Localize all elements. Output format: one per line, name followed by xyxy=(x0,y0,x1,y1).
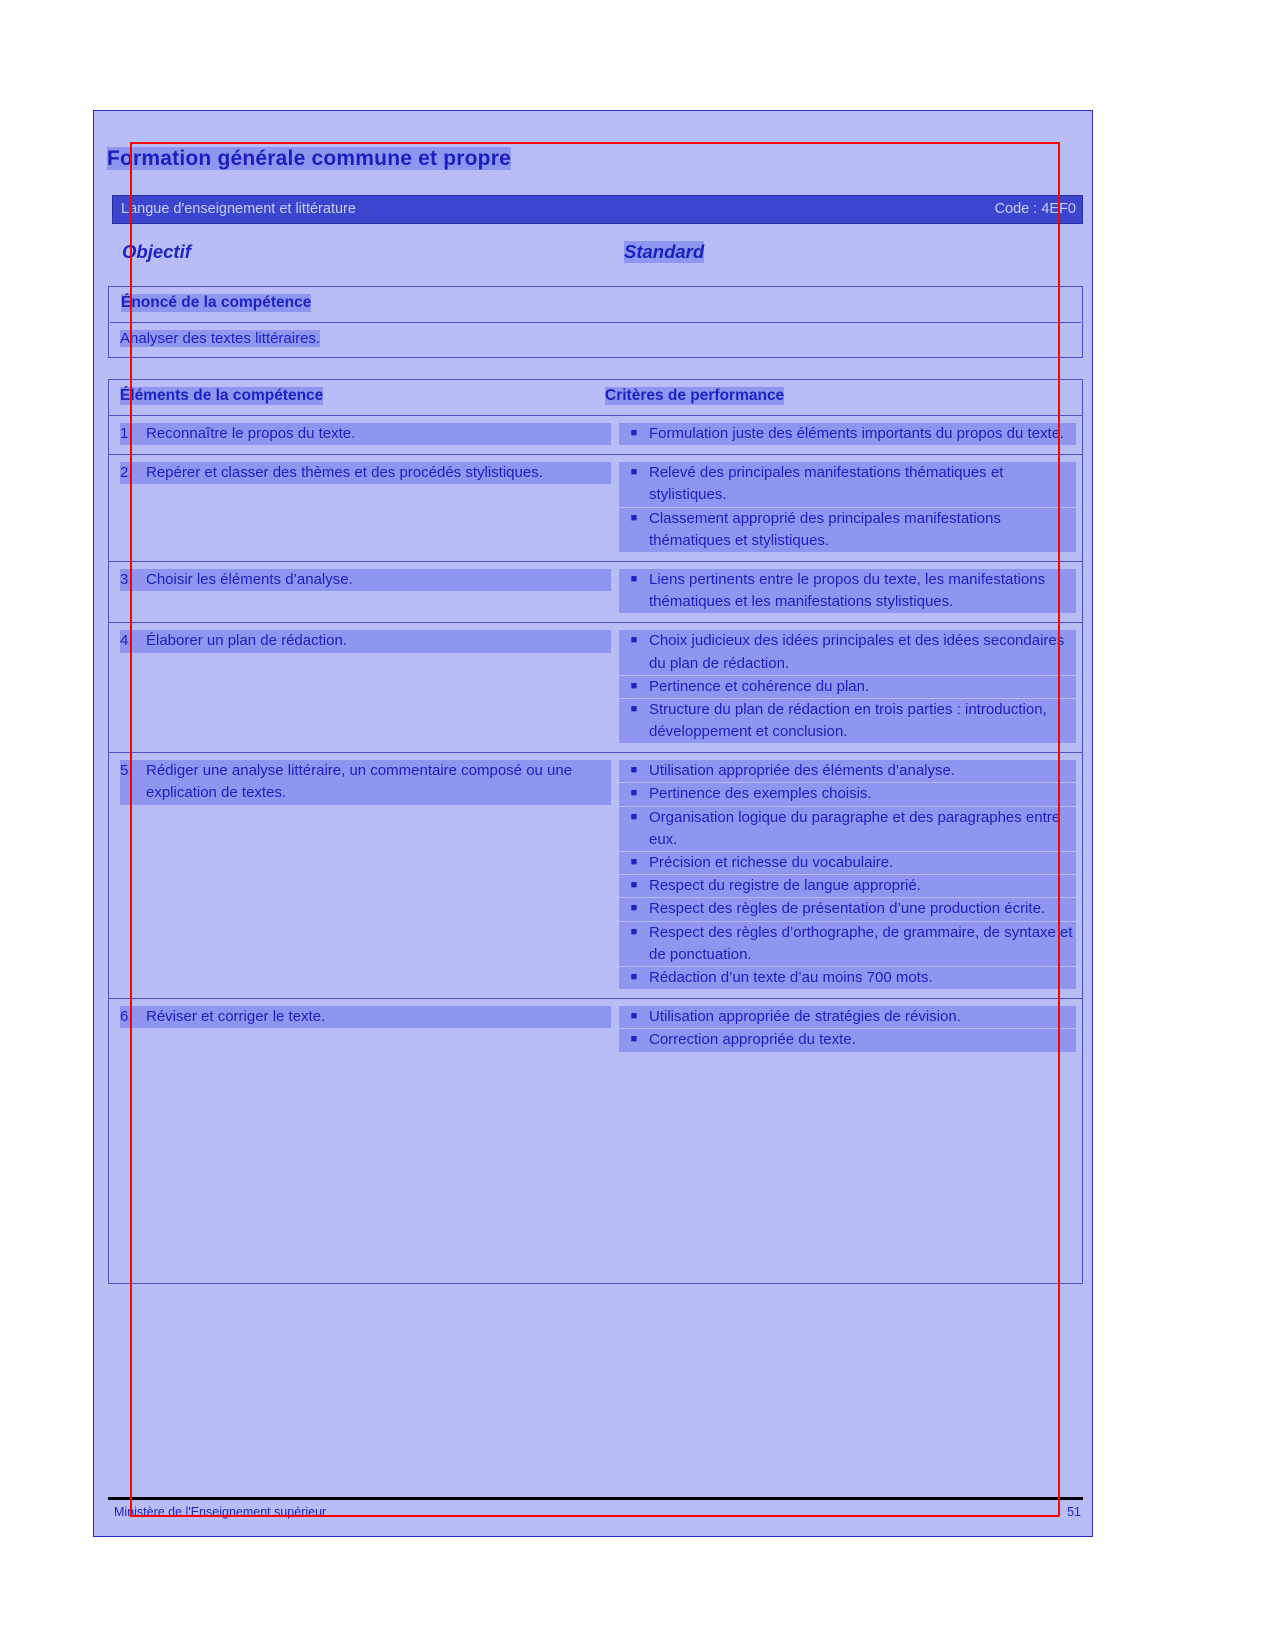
element-text: Réviser et corriger le texte. xyxy=(146,1006,611,1028)
criteria-item xyxy=(619,922,1076,966)
criteria-text: Relevé des principales manifestations thématiques et stylistiques. xyxy=(649,462,1076,506)
criteria-text: Correction appropriée du texte. xyxy=(649,1029,1076,1051)
criteria-item xyxy=(619,569,1076,613)
bullet-icon: ■ xyxy=(619,569,649,613)
footer-page-number: 51 xyxy=(1067,1505,1081,1519)
criteria-item xyxy=(619,423,1076,445)
criteria-text: Liens pertinents entre le propos du texte, les manifestations thématiques et les manifestations stylistiques. xyxy=(649,569,1076,613)
element-text: Rédiger une analyse littéraire, un commentaire composé ou une explication de textes. xyxy=(146,760,611,804)
criteria-item xyxy=(619,807,1076,851)
criteria-item xyxy=(619,760,1076,782)
element-number: 3. xyxy=(120,569,146,591)
criteria-item xyxy=(619,630,1076,674)
element-number: 4. xyxy=(120,630,146,652)
bullet-icon: ■ xyxy=(619,1029,649,1051)
bullet-icon: ■ xyxy=(619,898,649,920)
bullet-icon: ■ xyxy=(619,783,649,805)
element-text: Reconnaître le propos du texte. xyxy=(146,423,611,445)
criteria-text: Pertinence des exemples choisis. xyxy=(649,783,1076,805)
criteria-item xyxy=(619,875,1076,897)
page-title-text: Formation générale commune et propre xyxy=(107,147,511,170)
document-page xyxy=(93,110,1093,1537)
criteria-cell xyxy=(619,999,1082,1060)
competence-table xyxy=(108,379,1083,1284)
criteria-item xyxy=(619,676,1076,698)
bullet-icon: ■ xyxy=(619,462,649,506)
table-row xyxy=(109,455,1082,562)
criteria-item xyxy=(619,967,1076,989)
competence-statement-header xyxy=(110,287,1081,323)
element-cell xyxy=(109,416,619,454)
element-cell xyxy=(109,623,619,752)
criteria-cell xyxy=(619,753,1082,998)
criteria-text: Respect des règles d’orthographe, de grammaire, de syntaxe et de ponctuation. xyxy=(649,922,1076,966)
criteria-cell xyxy=(619,416,1082,454)
criteria-item xyxy=(619,699,1076,743)
objectif-label: Objectif xyxy=(122,241,191,262)
footer-ministry: Ministère de l'Enseignement supérieur xyxy=(114,1505,327,1519)
criteria-text: Formulation juste des éléments importants du propos du texte. xyxy=(649,423,1076,445)
bullet-icon: ■ xyxy=(619,922,649,966)
bullet-icon: ■ xyxy=(619,1006,649,1028)
table-header-elements: Éléments de la compétence xyxy=(120,387,324,404)
element-number: 6. xyxy=(120,1006,146,1028)
element-text: Élaborer un plan de rédaction. xyxy=(146,630,611,652)
course-name: Langue d'enseignement et littérature xyxy=(121,201,356,217)
bullet-icon: ■ xyxy=(619,630,649,674)
bullet-icon: ■ xyxy=(619,699,649,743)
element-cell xyxy=(109,753,619,998)
table-row xyxy=(109,999,1082,1060)
bullet-icon: ■ xyxy=(619,760,649,782)
table-row xyxy=(109,753,1082,999)
bullet-icon: ■ xyxy=(619,852,649,874)
element-text: Repérer et classer des thèmes et des procédés stylistiques. xyxy=(146,462,611,484)
element-cell xyxy=(109,999,619,1060)
page-footer xyxy=(108,1505,1083,1523)
criteria-text: Précision et richesse du vocabulaire. xyxy=(649,852,1076,874)
competence-statement-box xyxy=(108,286,1083,358)
criteria-item xyxy=(619,852,1076,874)
criteria-text: Utilisation appropriée de stratégies de révision. xyxy=(649,1006,1076,1028)
criteria-text: Utilisation appropriée des éléments d’analyse. xyxy=(649,760,1076,782)
criteria-cell xyxy=(619,562,1082,622)
criteria-item xyxy=(619,462,1076,506)
criteria-cell xyxy=(619,623,1082,752)
element-number: 2. xyxy=(120,462,146,484)
element-number: 1. xyxy=(120,423,146,445)
table-row xyxy=(109,562,1082,623)
criteria-text: Structure du plan de rédaction en trois parties : introduction, développement et conclusion. xyxy=(649,699,1076,743)
objectif-standard-row xyxy=(112,241,1083,267)
competence-statement-header-text: Énoncé de la compétence xyxy=(121,294,312,311)
criteria-text: Respect du registre de langue approprié. xyxy=(649,875,1076,897)
criteria-text: Organisation logique du paragraphe et des paragraphes entre eux. xyxy=(649,807,1076,851)
element-number: 5. xyxy=(120,760,146,804)
table-header-row xyxy=(109,380,1082,416)
page-title xyxy=(107,147,511,171)
criteria-item xyxy=(619,1029,1076,1051)
criteria-cell xyxy=(619,455,1082,561)
bullet-icon: ■ xyxy=(619,508,649,552)
bullet-icon: ■ xyxy=(619,676,649,698)
criteria-item xyxy=(619,1006,1076,1028)
bullet-icon: ■ xyxy=(619,423,649,445)
criteria-item xyxy=(619,898,1076,920)
table-row xyxy=(109,416,1082,455)
element-cell xyxy=(109,455,619,561)
footer-divider xyxy=(108,1497,1083,1500)
objectif-highlight xyxy=(122,243,622,263)
competence-statement-text: Analyser des textes littéraires. xyxy=(120,330,321,347)
table-header-criteres: Critères de performance xyxy=(605,387,785,404)
criteria-text: Choix judicieux des idées principales et des idées secondaires du plan de rédaction. xyxy=(649,630,1076,674)
criteria-item xyxy=(619,783,1076,805)
criteria-text: Pertinence et cohérence du plan. xyxy=(649,676,1076,698)
criteria-item xyxy=(619,508,1076,552)
course-header-bar xyxy=(112,195,1083,224)
standard-label: Standard xyxy=(624,241,705,262)
table-row xyxy=(109,623,1082,753)
bullet-icon: ■ xyxy=(619,807,649,851)
criteria-text: Rédaction d’un texte d’au moins 700 mots. xyxy=(649,967,1076,989)
element-cell xyxy=(109,562,619,622)
criteria-text: Classement approprié des principales manifestations thématiques et stylistiques. xyxy=(649,508,1076,552)
bullet-icon: ■ xyxy=(619,967,649,989)
course-code: Code : 4EF0 xyxy=(994,201,1076,217)
criteria-text: Respect des règles de présentation d’une production écrite. xyxy=(649,898,1076,920)
bullet-icon: ■ xyxy=(619,875,649,897)
element-text: Choisir les éléments d’analyse. xyxy=(146,569,611,591)
